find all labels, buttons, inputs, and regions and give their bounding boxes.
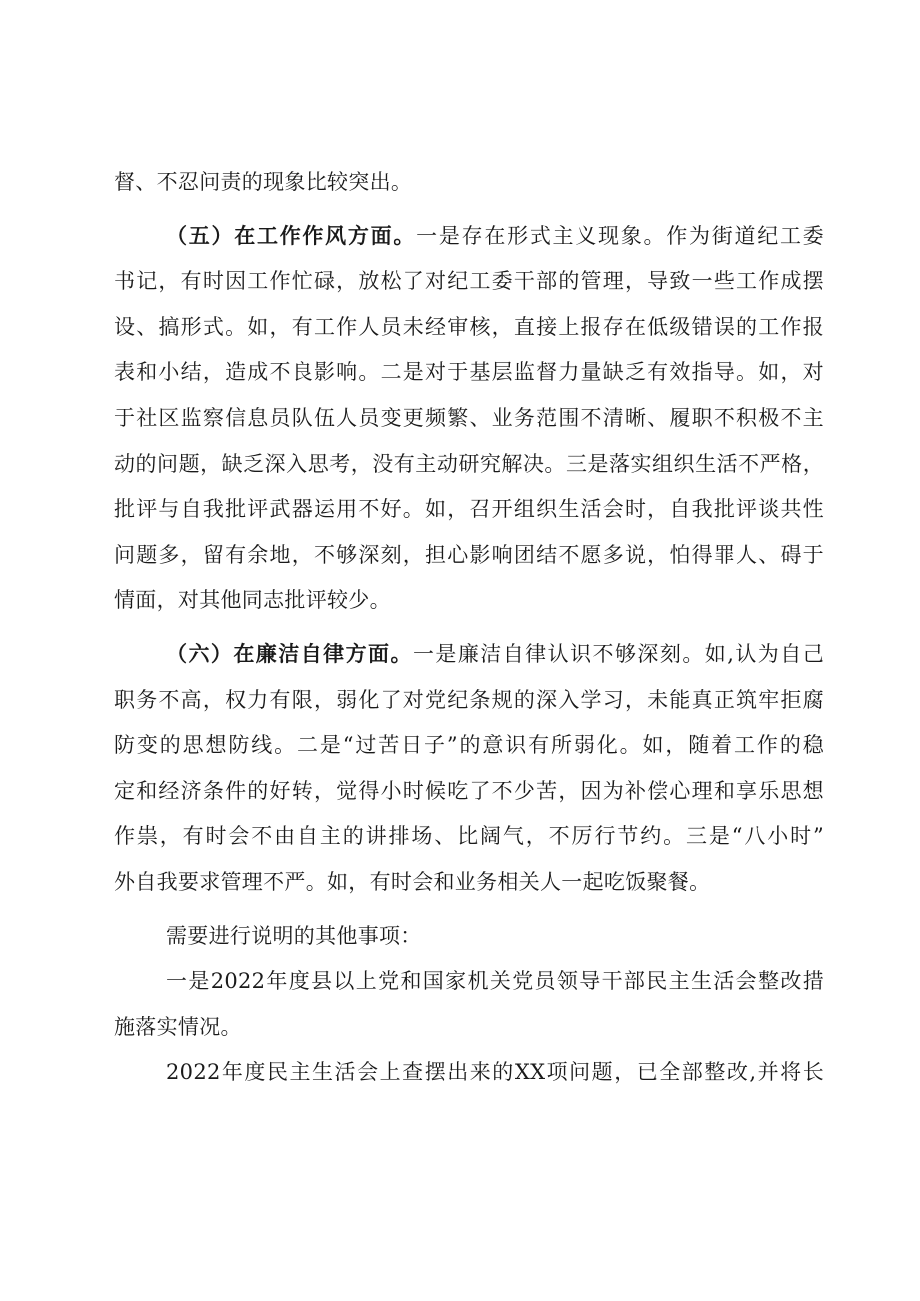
paragraph-line: 书记，有时因工作忙碌，放松了对纪工委干部的管理，导致一些工作成摆 [114, 269, 824, 294]
paragraph-line: 外自我要求管理不严。如，有时会和业务相关人一起吃饭聚餐。 [114, 869, 711, 894]
section-heading-line: （五）在工作作风方面。一是存在形式主义现象。作为街道纪工委 [166, 223, 824, 248]
paragraph-line: 2022年度民主生活会上查摆出来的XX项问题，已全部整改,并将长 [166, 1060, 824, 1085]
paragraph-line: 职务不高，权力有限，弱化了对党纪条规的深入学习，未能真正筑牢拒腐 [114, 687, 824, 712]
paragraph-line: 情面，对其他同志批评较少。 [114, 588, 391, 613]
paragraph-line: 防变的思想防线。二是“过苦日子”的意识有所弱化。如，随着工作的稳 [114, 733, 824, 758]
paragraph-line: 定和经济条件的好转，觉得小时候吃了不少苦，因为补偿心理和享乐思想 [114, 778, 824, 803]
paragraph-line: 一是2022年度县以上党和国家机关党员领导干部民主生活会整改措 [166, 969, 824, 994]
paragraph-line: 督、不忍问责的现象比较突出。 [114, 170, 413, 194]
paragraph-line: 于社区监察信息员队伍人员变更频繁、业务范围不清晰、履职不积极不主 [114, 405, 824, 430]
section-heading-line: （六）在廉洁自律方面。一是廉洁自律认识不够深刻。如,认为自己 [166, 641, 824, 666]
paragraph-line: 动的问题，缺乏深入思考，没有主动研究解决。三是落实组织生活不严格， [114, 451, 824, 476]
paragraph-line: 需要进行说明的其他事项： [166, 923, 422, 948]
section-heading-5: （五）在工作作风方面。 [166, 223, 417, 248]
section-heading-6: （六）在廉洁自律方面。 [166, 641, 413, 666]
paragraph-line: 表和小结，造成不良影响。二是对于基层监督力量缺乏有效指导。如，对 [114, 360, 824, 385]
paragraph-line: 施落实情况。 [114, 1014, 242, 1039]
paragraph-line: 批评与自我批评武器运用不好。如，召开组织生活会时，自我批评谈共性 [114, 497, 824, 522]
paragraph-line: 作祟，有时会不由自主的讲排场、比阔气，不厉行节约。三是“八小时” [114, 824, 824, 849]
document-body [114, 160, 824, 1096]
paragraph-line: 问题多，留有余地，不够深刻，担心影响团结不愿多说，怕得罪人、碍于 [114, 542, 824, 567]
paragraph-line: 设、搞形式。如，有工作人员未经审核，直接上报存在低级错误的工作报 [114, 314, 824, 339]
